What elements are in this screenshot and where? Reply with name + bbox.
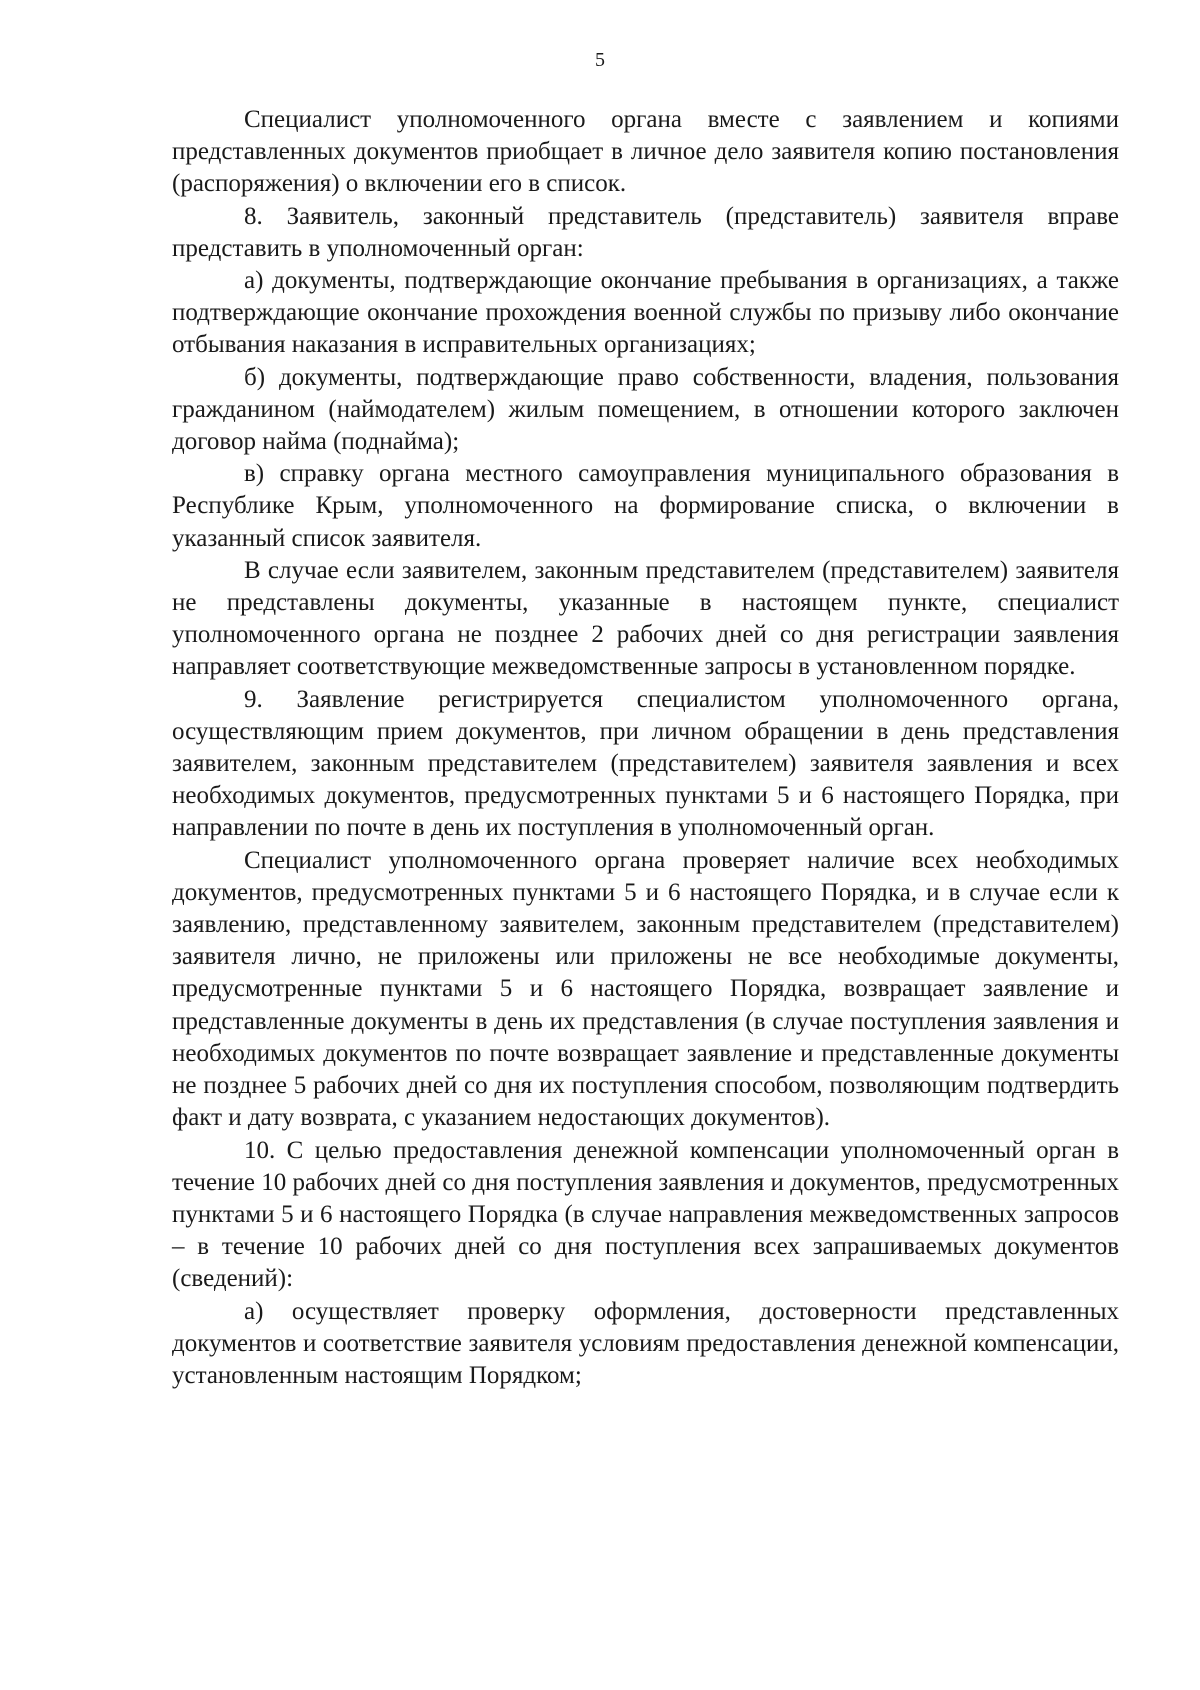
paragraph-item-8a: а) документы, подтверждающие окончание пребывания в организациях, а также подтверждающие окончание прохождения военной службы по призыву либо окончание отбывания наказания в исправительных организациях;	[172, 267, 1119, 359]
paragraph-item-8b: б) документы, подтверждающие право собственности, владения, пользования гражданином (наймодателем) жилым помещением, в отношении которого заключен договор найма (поднайма);	[172, 363, 1119, 456]
paragraph-item-9: 9. Заявление регистрируется специалистом уполномоченного органа, осуществляющим прием документов, при личном обращении в день представления заявителем, законным представителем (представителем) заявителя заявления и всех необходимых документов, предусмотренных пунктами 5 и 6 настоящего Порядка, при направлении по почте в день их поступления в уполномоченный орган.	[172, 685, 1119, 842]
paragraph-document-check: Специалист уполномоченного органа проверяет наличие всех необходимых документов, предусмотренных пунктами 5 и 6 настоящего Порядка, и в случае если к заявлению, представленному заявителем, законным представителем (представителем) заявителя лично, не приложены или приложены не все необходимые документы, предусмотренные пунктами 5 и 6 настоящего Порядка, возвращает заявление и представленные документы в день их представления (в случае поступления заявления и необходимых документов по почте возвращает заявление и представленные документы не позднее 5 рабочих дней со дня их поступления способом, позволяющим подтвердить факт и дату возврата, с указанием недостающих документов).	[172, 846, 1119, 1132]
paragraph-item-10: 10. С целью предоставления денежной компенсации уполномоченный орган в течение 10 рабочих дней со дня поступления заявления и документов, предусмотренных пунктами 5 и 6 настоящего Порядка (в случае направления межведомственных запросов – в течение 10 рабочих дней со дня поступления всех запрашиваемых документов (сведений):	[172, 1136, 1119, 1293]
paragraph-specialist-attaches: Специалист уполномоченного органа вместе с заявлением и копиями представленных документов приобщает в личное дело заявителя копию постановления (распоряжения) о включении его в список.	[172, 106, 1119, 198]
paragraph-item-10a: а) осуществляет проверку оформления, достоверности представленных документов и соответствие заявителя условиям предоставления денежной компенсации, установленным настоящим Порядком;	[172, 1297, 1119, 1389]
paragraph-item-8: 8. Заявитель, законный представитель (представитель) заявителя вправе представить в уполномоченный орган:	[172, 202, 1119, 262]
paragraph-interagency-requests: В случае если заявителем, законным представителем (представителем) заявителя не представлены документы, указанные в настоящем пункте, специалист уполномоченного органа не позднее 2 рабочих дней со дня регистрации заявления направляет соответствующие межведомственные запросы в установленном порядке.	[172, 556, 1119, 681]
page-number: 5	[595, 49, 605, 71]
document-body	[172, 104, 1119, 1392]
paragraph-item-8v: в) справку органа местного самоуправления муниципального образования в Республике Крым, уполномоченного на формирование списка, о включении в указанный список заявителя.	[172, 460, 1119, 552]
